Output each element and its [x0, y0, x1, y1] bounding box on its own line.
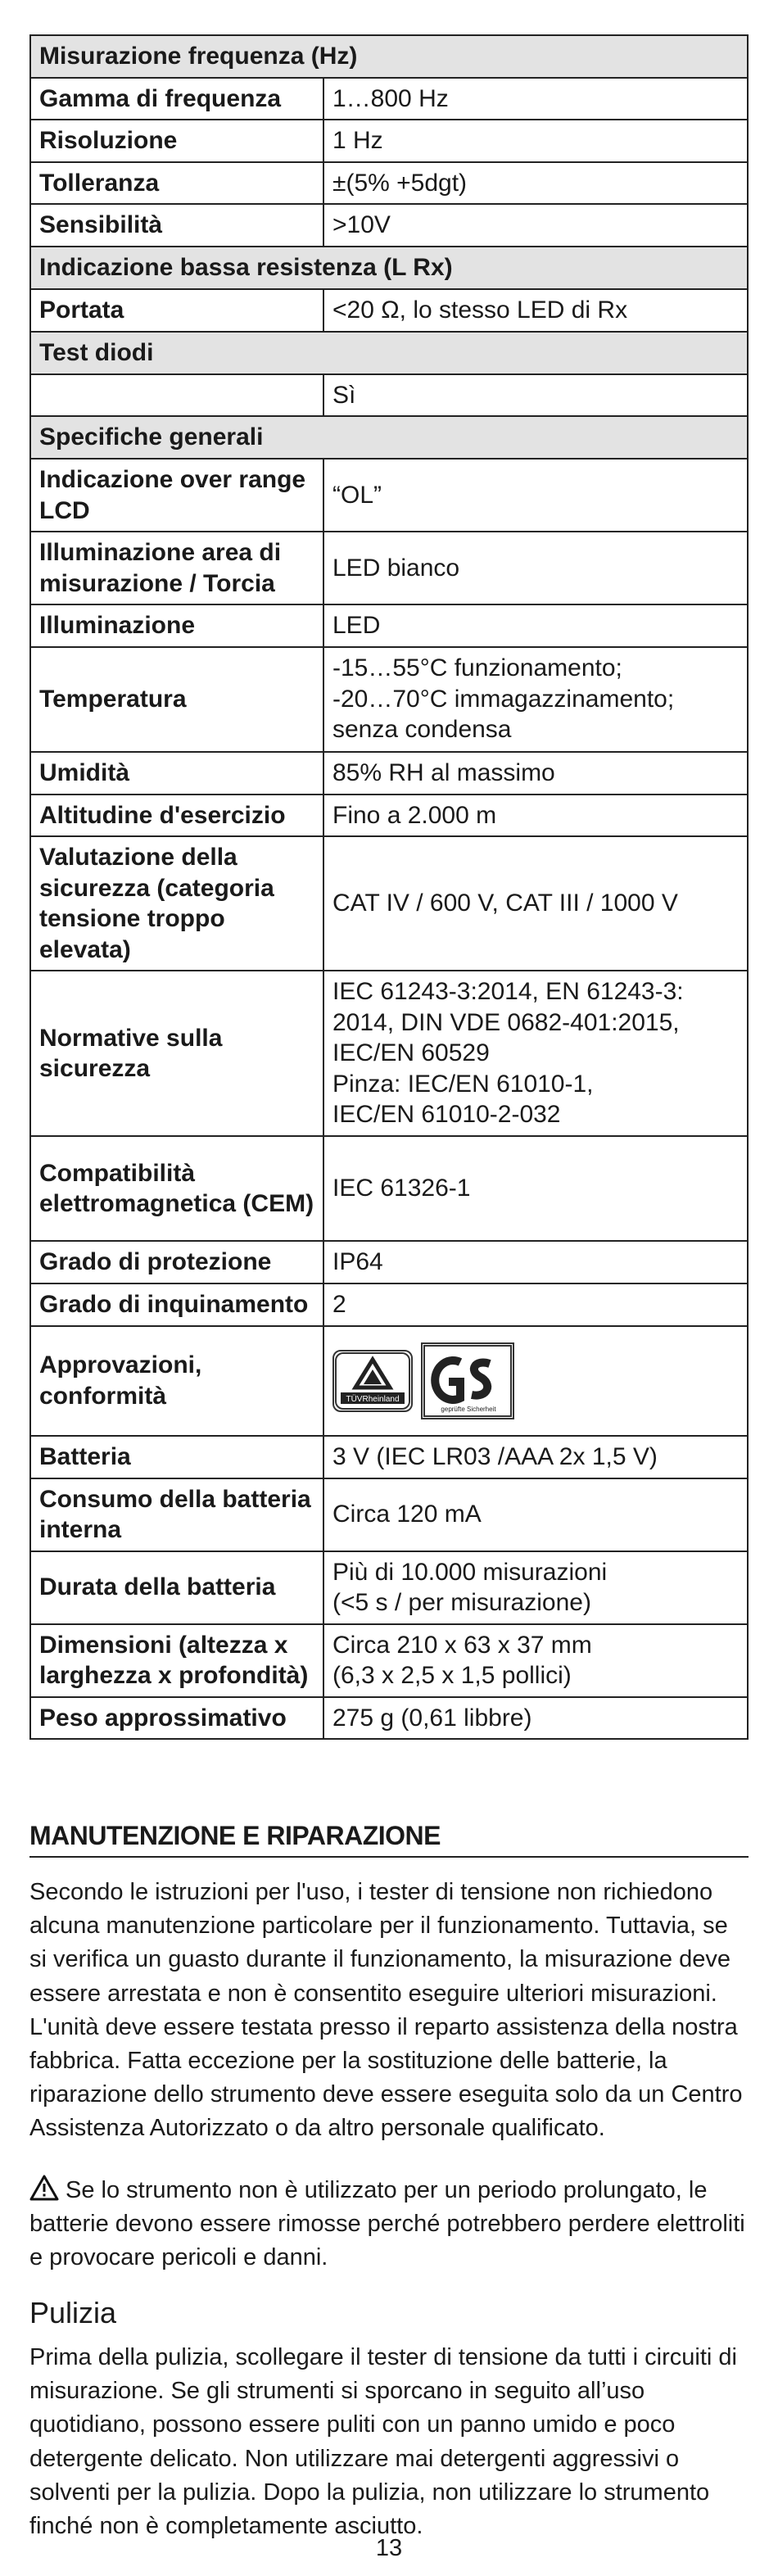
cleaning-heading: Pulizia — [29, 2296, 117, 2329]
section-header-frequency: Misurazione frequenza (Hz) — [30, 35, 748, 78]
row-value: 275 g (0,61 libbre) — [323, 1697, 748, 1740]
row-label: Temperatura — [30, 647, 323, 752]
table-row — [30, 120, 748, 162]
table-row — [30, 1624, 748, 1697]
table-row — [30, 1551, 748, 1624]
row-value: -15…55°C funzionamento; -20…70°C immagazzinamento; senza condensa — [323, 647, 748, 752]
table-row — [30, 78, 748, 120]
specifications-table — [29, 34, 749, 1740]
table-row — [30, 1436, 748, 1478]
table-row — [30, 1283, 748, 1326]
table-row — [30, 1326, 748, 1436]
table-row — [30, 647, 748, 752]
row-value: 85% RH al massimo — [323, 752, 748, 795]
table-row — [30, 459, 748, 532]
row-label: Portata — [30, 289, 323, 332]
row-value: ±(5% +5dgt) — [323, 162, 748, 205]
row-label: Tolleranza — [30, 162, 323, 205]
row-value: 1 Hz — [323, 120, 748, 162]
row-label: Durata della batteria — [30, 1551, 323, 1624]
row-value: Circa 120 mA — [323, 1478, 748, 1551]
battery-warning — [29, 2174, 749, 2275]
row-label: Valutazione della sicurezza (categoria tensione troppo elevata) — [30, 836, 323, 971]
row-value: LED — [323, 604, 748, 647]
table-row — [30, 532, 748, 604]
section-header-row — [30, 247, 748, 289]
row-value: IP64 — [323, 1241, 748, 1283]
row-value: IEC 61243-3:2014, EN 61243-3: 2014, DIN VDE 0682-401:2015, IEC/EN 60529 Pinza: IEC/EN 61010-1, IEC/EN 61010-2-032 — [323, 971, 748, 1136]
table-row — [30, 162, 748, 205]
table-row — [30, 604, 748, 647]
battery-warning-text: Se lo strumento non è utilizzato per un periodo prolungato, le batterie devono essere rimosse perché potrebbero perdere elettroliti e provocare pericoli e danni. — [29, 2177, 745, 2271]
row-label: Altitudine d'esercizio — [30, 795, 323, 837]
row-value: IEC 61326-1 — [323, 1136, 748, 1241]
table-row — [30, 1697, 748, 1740]
tuv-logo-text: TÜVRheinland — [346, 1394, 400, 1404]
table-row — [30, 374, 748, 417]
certification-logos — [332, 1342, 739, 1419]
maintenance-heading: MANUTENZIONE E RIPARAZIONE — [29, 1821, 749, 1858]
row-label: Indicazione over range LCD — [30, 459, 323, 532]
warning-triangle-icon — [29, 2175, 59, 2201]
row-value: LED bianco — [323, 532, 748, 604]
row-label: Risoluzione — [30, 120, 323, 162]
cleaning-paragraph: Prima della pulizia, scollegare il tester di tensione da tutti i circuiti di misurazione. Se gli strumenti si sporcano in seguito all’uso quotidiano, possono essere puliti con un panno umido e poco detergente delicato. Non utilizzare mai detergenti aggressivi o solventi per la pulizia. Dopo la pulizia, non utilizzare lo strumento finché non è completamente asciutto. — [29, 2344, 737, 2539]
row-label: Approvazioni, conformità — [30, 1326, 323, 1436]
gs-logo-text: geprüfte Sicherheit — [441, 1405, 496, 1413]
row-label: Consumo della batteria interna — [30, 1478, 323, 1551]
row-value: 2 — [323, 1283, 748, 1326]
maintenance-paragraph: Secondo le istruzioni per l'uso, i tester di tensione non richiedono alcuna manutenzione particolare per il funzionamento. Tuttavia, se si verifica un guasto durante il funzionamento, la misurazione deve essere arrestata e non è consentito eseguire ulteriori misurazioni. L'unità deve essere testata presso il reparto assistenza della nostra fabbrica. Fatta eccezione per la sostituzione delle batterie, la riparazione dello strumento deve essere eseguita solo da un Centro Assistenza Autorizzato o da altro personale qualificato. — [29, 1879, 743, 2142]
row-label: Illuminazione — [30, 604, 323, 647]
table-row — [30, 204, 748, 247]
row-value: CAT IV / 600 V, CAT III / 1000 V — [323, 836, 748, 971]
row-label: Sensibilità — [30, 204, 323, 247]
row-label — [30, 374, 323, 417]
table-row — [30, 836, 748, 971]
row-value: Fino a 2.000 m — [323, 795, 748, 837]
row-label: Gamma di frequenza — [30, 78, 323, 120]
row-label: Normative sulla sicurezza — [30, 971, 323, 1136]
table-row — [30, 1136, 748, 1241]
row-value: Sì — [323, 374, 748, 417]
section-header-row — [30, 332, 748, 374]
row-label: Umidità — [30, 752, 323, 795]
row-label: Peso approssimativo — [30, 1697, 323, 1740]
row-value: Più di 10.000 misurazioni (<5 s / per misurazione) — [323, 1551, 748, 1624]
row-value: <20 Ω, lo stesso LED di Rx — [323, 289, 748, 332]
table-row — [30, 795, 748, 837]
row-label: Batteria — [30, 1436, 323, 1478]
table-row — [30, 1478, 748, 1551]
table-row — [30, 752, 748, 795]
section-header-general: Specifiche generali — [30, 416, 748, 459]
row-label: Compatibilità elettromagnetica (CEM) — [30, 1136, 323, 1241]
table-row — [30, 971, 748, 1136]
table-row — [30, 1241, 748, 1283]
row-value: 1…800 Hz — [323, 78, 748, 120]
row-value: 3 V (IEC LR03 /AAA 2x 1,5 V) — [323, 1436, 748, 1478]
tuv-rheinland-logo-icon — [332, 1350, 413, 1412]
row-label: Grado di protezione — [30, 1241, 323, 1283]
section-header-diode-test: Test diodi — [30, 332, 748, 374]
table-row — [30, 289, 748, 332]
row-value: >10V — [323, 204, 748, 247]
row-value: Circa 210 x 63 x 37 mm (6,3 x 2,5 x 1,5 pollici) — [323, 1624, 748, 1697]
gs-mark-logo-icon — [421, 1342, 514, 1419]
section-header-row — [30, 35, 748, 78]
row-label: Illuminazione area di misurazione / Torcia — [30, 532, 323, 604]
section-header-row — [30, 416, 748, 459]
row-label: Grado di inquinamento — [30, 1283, 323, 1326]
row-value — [323, 1326, 748, 1436]
row-value: “OL” — [323, 459, 748, 532]
page-number: 13 — [375, 2535, 403, 2561]
row-label: Dimensioni (altezza x larghezza x profondità) — [30, 1624, 323, 1697]
section-header-low-resistance: Indicazione bassa resistenza (L Rx) — [30, 247, 748, 289]
